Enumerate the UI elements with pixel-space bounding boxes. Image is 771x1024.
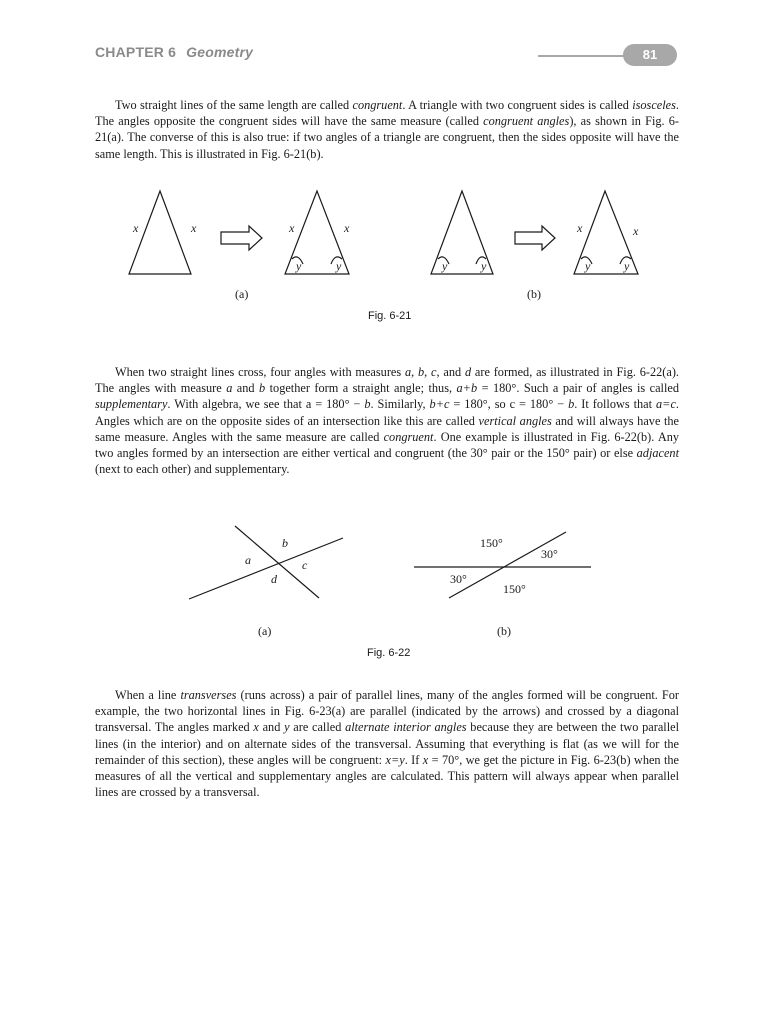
- term-adjacent: adjacent: [636, 446, 679, 461]
- term-vertical-angles: vertical angles: [478, 413, 552, 428]
- angle-label-y: y: [296, 259, 302, 273]
- angle-label-150-top: 150°: [480, 536, 503, 550]
- term-isosceles: isosceles: [632, 98, 676, 112]
- angle-label-30-left: 30°: [450, 572, 467, 586]
- angle-label-y: y: [336, 259, 342, 273]
- term-congruent: congruent: [383, 429, 434, 444]
- angle-label-b: b: [282, 536, 288, 550]
- figure-caption: Fig. 6-21: [368, 310, 412, 322]
- subfigure-label-b: (b): [497, 624, 511, 638]
- term-supplementary: supplementary: [95, 397, 168, 412]
- subfigure-label-a: (a): [258, 624, 272, 638]
- subfigure-label-a: (a): [235, 287, 249, 301]
- angle-label-y: y: [585, 259, 591, 273]
- term-congruent-angles: congruent angles: [483, 114, 570, 129]
- term-congruent: congruent: [352, 98, 403, 112]
- arrow-b-icon: [515, 226, 555, 250]
- angle-label-y: y: [481, 259, 487, 273]
- paragraph-transversal: When a line transverses (runs across) a pair of parallel lines, many of the angles formed will be congruent. For example, the two horizontal lines in Fig. 6-23(a) are parallel (indicated by the arrows) and crossed by a diagonal transversal. The angles marked x and y are called alternate interior angles because they are between the two parallel lines (in the interior) and on alternate sides of the transversal. Assuming that everything is flat (as we will for the remainder of this section), these angles will be congruent: x=y. If x = 70°, we get the picture in Fig. 6-23(b) when the measures of all the vertical and supplementary angles are calculated. This pattern will always appear when parallel lines are crossed by a transversal.: [95, 688, 680, 800]
- paragraph-angles: When two straight lines cross, four angles with measures a, b, c, and d are formed, as illustrated in Fig. 6-22(a). The angles with measure a and b together form a straight angle; thus, a+b = 180°. Such a pair of angles is called supplementary. With algebra, we see that a = 180° − b. Similarly, b+c = 180°, so c = 180° − b. It follows that a=c. Angles which are on the opposite sides of an intersection like this are called vertical angles and will always have the same measure. Angles with the same measure are called congruent. One example is illustrated in Fig. 6-22(b). Any two angles formed by an intersection are either vertical and congruent (the 30° pair or the 150° pair) or else adjacent (next to each other) and supplementary.: [95, 365, 680, 477]
- angle-label-30-right: 30°: [541, 547, 558, 561]
- side-label-x: x: [289, 221, 295, 235]
- arrow-a-icon: [221, 226, 262, 250]
- page-number-badge: 81: [623, 44, 677, 66]
- side-label-x: x: [133, 221, 139, 235]
- side-label-x: x: [633, 224, 639, 238]
- angle-label-y: y: [442, 259, 448, 273]
- side-label-x: x: [577, 221, 583, 235]
- angle-label-y: y: [624, 259, 630, 273]
- chapter-label: CHAPTER 6: [95, 44, 177, 60]
- angle-label-d: d: [271, 572, 277, 586]
- side-label-x: x: [344, 221, 350, 235]
- figure-caption: Fig. 6-22: [367, 647, 411, 659]
- paragraph-congruent: Two straight lines of the same length are called congruent. A triangle with two congruent sides is called isosceles. The angles opposite the congruent sides will have the same measure (called congruent angles), as shown in Fig. 6-21(a). The converse of this is also true: if two angles of a triangle are congruent, then the sides opposite will have the same length. This is illustrated in Fig. 6-21(b).: [95, 98, 680, 161]
- figure-6-22: [0, 520, 771, 665]
- angle-label-c: c: [302, 558, 308, 572]
- figure-6-22-drawing: [0, 520, 771, 665]
- running-header: [95, 44, 253, 60]
- term-alternate-interior-angles: alternate interior angles: [345, 720, 467, 735]
- term-transverses: transverses: [180, 688, 237, 702]
- figure-6-21-drawing: [0, 180, 771, 330]
- subfigure-label-b: (b): [527, 287, 541, 301]
- angle-label-a: a: [245, 553, 251, 567]
- line-a-shallow: [189, 538, 343, 599]
- angle-label-150-bottom: 150°: [503, 582, 526, 596]
- figure-6-21: [0, 180, 771, 330]
- subject-label: Geometry: [186, 44, 254, 60]
- side-label-x: x: [191, 221, 197, 235]
